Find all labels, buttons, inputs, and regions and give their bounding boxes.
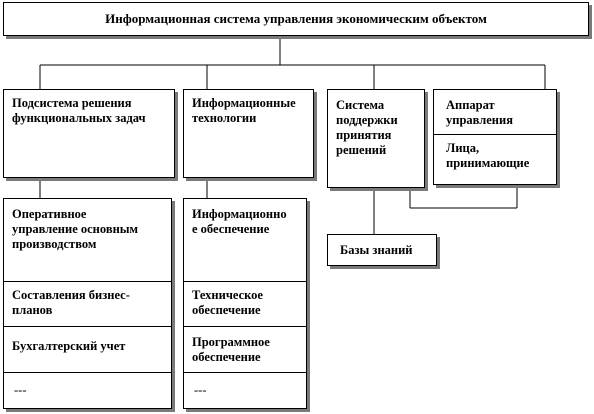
tasks-subsystem-label: Подсистема решения функциональных задач: [12, 96, 146, 125]
list-item-cell: [4, 281, 171, 327]
tasks-items-stack: [3, 198, 172, 409]
list-item-cell: [4, 326, 171, 372]
list-item: ---: [194, 383, 207, 397]
list-item: Оперативное управление основным производством: [12, 207, 139, 251]
list-item-cell: [184, 372, 306, 410]
list-item-cell: [184, 281, 306, 327]
list-item: Составления бизнес-планов: [12, 288, 130, 317]
dss-box: [327, 89, 425, 188]
list-item: ---: [14, 383, 27, 397]
list-item-cell: [4, 372, 171, 410]
tech-items-stack: [183, 198, 307, 409]
list-item: Информационное обеспечение: [192, 207, 287, 236]
tech-subsystem-box: [183, 89, 314, 178]
tasks-subsystem-box: [3, 89, 175, 178]
dss-label: Система поддержки принятия решений: [336, 98, 398, 157]
decision-makers-label: Лица, принимающие: [446, 141, 530, 170]
tech-subsystem-label: Информационные технологии: [192, 96, 296, 125]
title-box: [3, 2, 589, 36]
diagram-title: Информационная система управления экономическим объектом: [105, 11, 487, 26]
list-item: Бухгалтерский учет: [12, 339, 126, 353]
knowledge-base-box: [327, 234, 437, 266]
decision-makers-cell: [434, 134, 556, 186]
knowledge-base-label: Базы знаний: [340, 243, 413, 257]
list-item-cell: [184, 326, 306, 372]
list-item: Программное обеспечение: [192, 335, 270, 364]
list-item: Техническое обеспечение: [192, 288, 263, 317]
management-box: [433, 89, 557, 185]
management-label: Аппарат управления: [446, 98, 513, 127]
